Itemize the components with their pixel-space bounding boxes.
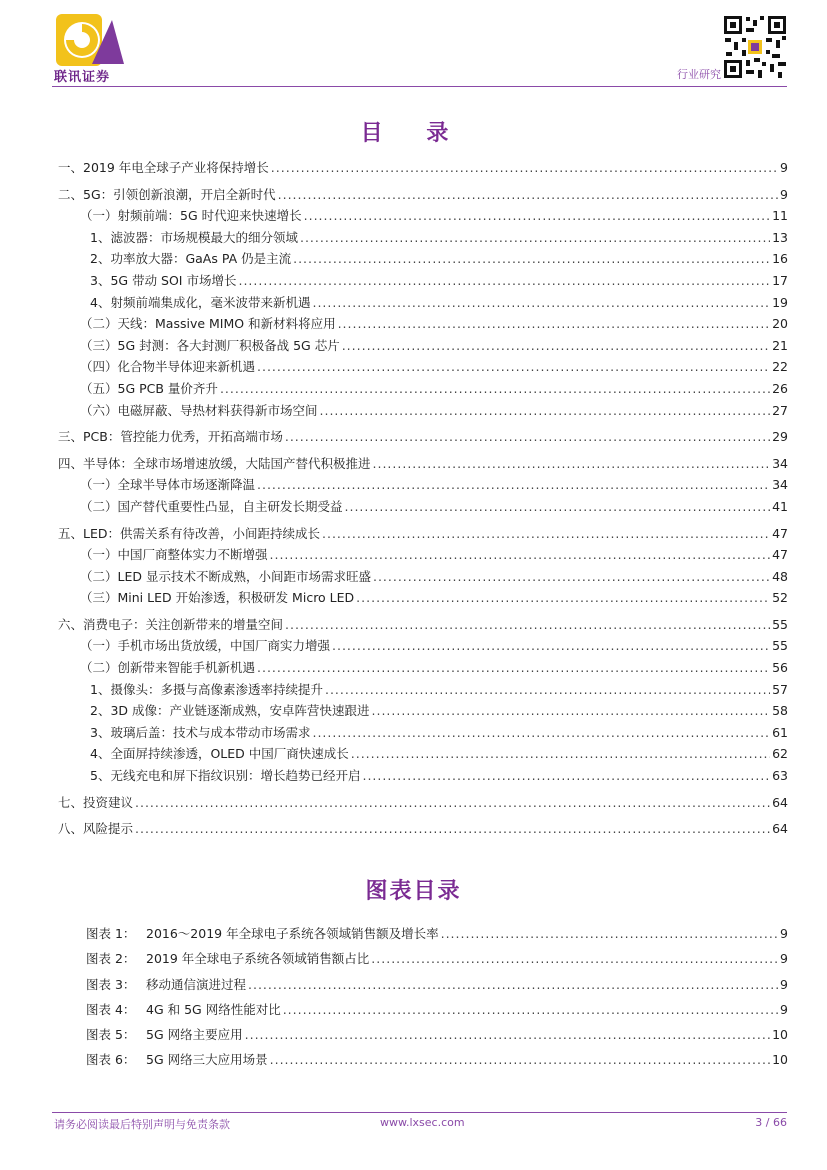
toc-leader-dots xyxy=(373,569,770,584)
toc-entry-page: 61 xyxy=(772,724,788,740)
toc-leader-dots xyxy=(373,456,771,471)
figure-entry[interactable] xyxy=(86,924,788,949)
toc-entry[interactable] xyxy=(58,680,788,702)
toc-entry[interactable] xyxy=(58,636,788,658)
figure-entry-title: 2019 年全球电子系统各领域销售额占比 xyxy=(146,951,370,967)
toc-entry-page: 34 xyxy=(772,455,788,471)
toc-entry-page: 58 xyxy=(772,703,788,719)
toc-entry-title: （三）Mini LED 开始渗透，积极研发 Micro LED xyxy=(80,590,355,606)
figure-index-title: 图表目录 xyxy=(365,879,462,904)
toc-entry-page: 9 xyxy=(780,186,788,202)
toc-leader-dots xyxy=(285,617,770,632)
toc-entry-page: 63 xyxy=(772,768,788,784)
disclaimer-link[interactable]: 请务必阅读最后特别声明与免责条款 xyxy=(54,1118,230,1131)
toc-leader-dots xyxy=(270,547,771,562)
toc-leader-dots xyxy=(332,638,770,653)
toc-leader-dots xyxy=(351,746,770,761)
toc-leader-dots xyxy=(342,338,770,353)
figure-entry-page: 10 xyxy=(772,1052,788,1068)
toc-entry-page: 22 xyxy=(772,359,788,375)
toc-entry-title: （五）5G PCB 量价齐升 xyxy=(80,380,218,396)
toc-entry-page: 21 xyxy=(772,337,788,353)
figure-leader-dots xyxy=(283,1002,778,1017)
toc-leader-dots xyxy=(257,660,770,675)
toc-entry[interactable] xyxy=(58,357,788,379)
toc-leader-dots xyxy=(220,381,770,396)
figure-leader-dots xyxy=(248,977,778,992)
toc-entry[interactable] xyxy=(58,793,788,815)
toc-leader-dots xyxy=(362,768,770,783)
toc-entry-title: 2、功率放大器：GaAs PA 仍是主流 xyxy=(90,251,292,267)
toc-entry[interactable] xyxy=(58,723,788,745)
toc-leader-dots xyxy=(372,703,771,718)
toc-entry-title: 八、风险提示 xyxy=(58,821,134,837)
toc-entry-title: 一、2019 年电全球子产业将保持增长 xyxy=(58,160,269,175)
figure-entry-page: 9 xyxy=(780,1001,788,1017)
toc-entry[interactable] xyxy=(58,401,788,423)
toc-leader-dots xyxy=(271,160,778,175)
figure-entry-page: 9 xyxy=(780,951,788,967)
figure-entry[interactable] xyxy=(86,1000,788,1025)
toc-entry-page: 55 xyxy=(772,616,788,632)
toc-entry-page: 13 xyxy=(772,229,788,245)
figure-entry-label: 图表 2： xyxy=(86,951,136,967)
toc-entry[interactable] xyxy=(58,615,788,637)
figure-entry[interactable] xyxy=(86,975,788,1000)
toc-entry[interactable] xyxy=(58,497,788,519)
toc-entry[interactable] xyxy=(58,158,788,180)
toc-entry-title: （二）天线：Massive MIMO 和新材料将应用 xyxy=(80,316,336,332)
toc-entry-title: 五、LED：供需关系有待改善，小间距持续成长 xyxy=(58,525,320,541)
company-name: 联讯证券 xyxy=(54,70,111,85)
figure-entry-title: 5G 网络主要应用 xyxy=(146,1027,243,1043)
toc-entry[interactable] xyxy=(58,336,788,358)
toc-entry[interactable] xyxy=(58,454,788,476)
toc-leader-dots xyxy=(300,230,770,245)
toc-entry-title: （一）射频前端：5G 时代迎来快速增长 xyxy=(80,208,302,224)
figure-entry-label: 图表 6： xyxy=(86,1052,136,1068)
qr-code-icon xyxy=(722,14,788,80)
toc-entry[interactable] xyxy=(58,588,788,610)
toc-entry-page: 9 xyxy=(780,160,788,175)
toc-entry[interactable] xyxy=(58,427,788,449)
toc-entry[interactable] xyxy=(58,185,788,207)
website-link[interactable]: www.lxsec.com xyxy=(380,1116,465,1129)
toc-entry[interactable] xyxy=(58,567,788,589)
toc-entry-title: 四、半导体：全球市场增速放缓，大陆国产替代积极推进 xyxy=(58,455,371,471)
toc-entry-title: 1、摄像头：多摄与高像素渗透率持续提升 xyxy=(90,681,323,697)
toc-entry-page: 17 xyxy=(772,272,788,288)
toc-leader-dots xyxy=(304,208,770,223)
page-number: 3 / 66 xyxy=(755,1116,787,1129)
toc-entry[interactable] xyxy=(58,545,788,567)
toc-entry[interactable] xyxy=(58,206,788,228)
toc-entry-page: 52 xyxy=(772,590,788,606)
toc-leader-dots xyxy=(278,187,778,202)
figure-leader-dots xyxy=(270,1052,770,1067)
toc-entry-page: 64 xyxy=(772,821,788,837)
figure-entry[interactable] xyxy=(86,1025,788,1050)
toc-entry-title: 七、投资建议 xyxy=(58,794,134,810)
toc-entry[interactable] xyxy=(58,766,788,788)
toc-entry-page: 57 xyxy=(772,681,788,697)
toc-leader-dots xyxy=(322,526,770,541)
toc-entry-page: 26 xyxy=(772,380,788,396)
footer-divider xyxy=(52,1112,787,1113)
toc-entry-page: 48 xyxy=(772,568,788,584)
toc-entry-title: 二、5G：引领创新浪潮，开启全新时代 xyxy=(58,186,276,202)
figure-entry-label: 图表 3： xyxy=(86,976,136,992)
toc-entry-title: （三）5G 封测：各大封测厂积极备战 5G 芯片 xyxy=(80,337,340,353)
figure-entry-title: 移动通信演进过程 xyxy=(146,976,247,992)
toc-entry[interactable] xyxy=(58,314,788,336)
toc-leader-dots xyxy=(312,295,770,310)
figure-index-list xyxy=(86,924,788,1076)
toc-entry-title: （一）全球半导体市场逐渐降温 xyxy=(80,477,256,493)
figure-entry[interactable] xyxy=(86,1050,788,1075)
toc-entry-page: 56 xyxy=(772,660,788,676)
toc-entry-title: （二）国产替代重要性凸显，自主研发长期受益 xyxy=(80,498,343,514)
figure-entry[interactable] xyxy=(86,949,788,974)
header-divider xyxy=(52,86,787,87)
toc-entry[interactable] xyxy=(58,249,788,271)
toc-entry-title: 3、5G 带动 SOI 市场增长 xyxy=(90,272,237,288)
toc-leader-dots xyxy=(135,795,770,810)
toc-entry-title: 4、全面屏持续渗透，OLED 中国厂商快速成长 xyxy=(90,746,349,762)
figure-leader-dots xyxy=(441,926,778,941)
toc-leader-dots xyxy=(293,251,770,266)
toc-entry[interactable] xyxy=(58,379,788,401)
toc-entry[interactable] xyxy=(58,701,788,723)
figure-entry-label: 图表 1： xyxy=(86,926,136,941)
toc-leader-dots xyxy=(325,682,770,697)
toc-entry[interactable] xyxy=(58,744,788,766)
toc-leader-dots xyxy=(320,403,771,418)
toc-entry-title: （四）化合物半导体迎来新机遇 xyxy=(80,359,256,375)
toc-entry-page: 55 xyxy=(772,638,788,654)
figure-leader-dots xyxy=(245,1027,770,1042)
toc-entry-page: 16 xyxy=(772,251,788,267)
figure-entry-page: 10 xyxy=(772,1027,788,1043)
toc-entry-page: 27 xyxy=(772,402,788,418)
toc-entry-title: 1、滤波器：市场规模最大的细分领域 xyxy=(90,229,298,245)
figure-entry-label: 图表 4： xyxy=(86,1001,136,1017)
toc-entry-page: 47 xyxy=(772,525,788,541)
toc-entry-page: 29 xyxy=(772,429,788,445)
figure-entry-label: 图表 5： xyxy=(86,1027,136,1043)
toc-entry-title: （二）创新带来智能手机新机遇 xyxy=(80,660,256,676)
toc-entry-title: 三、PCB：管控能力优秀，开拓高端市场 xyxy=(58,429,283,445)
toc-leader-dots xyxy=(238,273,770,288)
toc-entry-title: 4、射频前端集成化，毫米波带来新机遇 xyxy=(90,294,311,310)
toc-entry-title: 六、消费电子：关注创新带来的增量空间 xyxy=(58,616,284,632)
figure-entry-page: 9 xyxy=(780,976,788,992)
toc-entry-title: （二）LED 显示技术不断成熟，小间距市场需求旺盛 xyxy=(80,568,371,584)
toc-entry[interactable] xyxy=(58,658,788,680)
toc-entry[interactable] xyxy=(58,524,788,546)
toc-title: 目 录 xyxy=(360,121,467,146)
toc-leader-dots xyxy=(338,316,771,331)
toc-entry-title: （一）中国厂商整体实力不断增强 xyxy=(80,547,268,563)
figure-entry-title: 5G 网络三大应用场景 xyxy=(146,1052,268,1068)
report-type: 行业研究 xyxy=(677,68,721,81)
toc-leader-dots xyxy=(285,429,770,444)
toc-leader-dots xyxy=(135,821,770,836)
toc-leader-dots xyxy=(257,359,770,374)
toc-entry-page: 62 xyxy=(772,746,788,762)
toc-entry-page: 64 xyxy=(772,794,788,810)
figure-entry-page: 9 xyxy=(780,926,788,941)
toc-leader-dots xyxy=(356,590,770,605)
toc-entry-title: 2、3D 成像：产业链逐渐成熟，安卓阵营快速跟进 xyxy=(90,703,370,719)
toc-entry-title: 5、无线充电和屏下指纹识别：增长趋势已经开启 xyxy=(90,768,361,784)
figure-entry-title: 2016～2019 年全球电子系统各领域销售额及增长率 xyxy=(146,926,439,941)
toc-entry-page: 19 xyxy=(772,294,788,310)
toc-list xyxy=(58,158,788,841)
toc-entry-page: 20 xyxy=(772,316,788,332)
toc-leader-dots xyxy=(345,499,771,514)
figure-leader-dots xyxy=(371,951,778,966)
toc-leader-dots xyxy=(257,477,770,492)
toc-entry-page: 34 xyxy=(772,477,788,493)
toc-entry[interactable] xyxy=(58,293,788,315)
toc-entry-page: 47 xyxy=(772,547,788,563)
toc-entry-title: （一）手机市场出货放缓，中国厂商实力增强 xyxy=(80,638,331,654)
toc-entry[interactable] xyxy=(58,819,788,841)
toc-entry[interactable] xyxy=(58,271,788,293)
toc-entry-title: （六）电磁屏蔽、导热材料获得新市场空间 xyxy=(80,402,318,418)
toc-entry[interactable] xyxy=(58,475,788,497)
toc-entry-page: 41 xyxy=(772,498,788,514)
figure-entry-title: 4G 和 5G 网络性能对比 xyxy=(146,1001,281,1017)
toc-entry[interactable] xyxy=(58,228,788,250)
toc-leader-dots xyxy=(312,725,770,740)
toc-entry-title: 3、玻璃后盖：技术与成本带动市场需求 xyxy=(90,724,311,740)
toc-entry-page: 11 xyxy=(772,208,788,224)
page-header xyxy=(0,0,827,92)
